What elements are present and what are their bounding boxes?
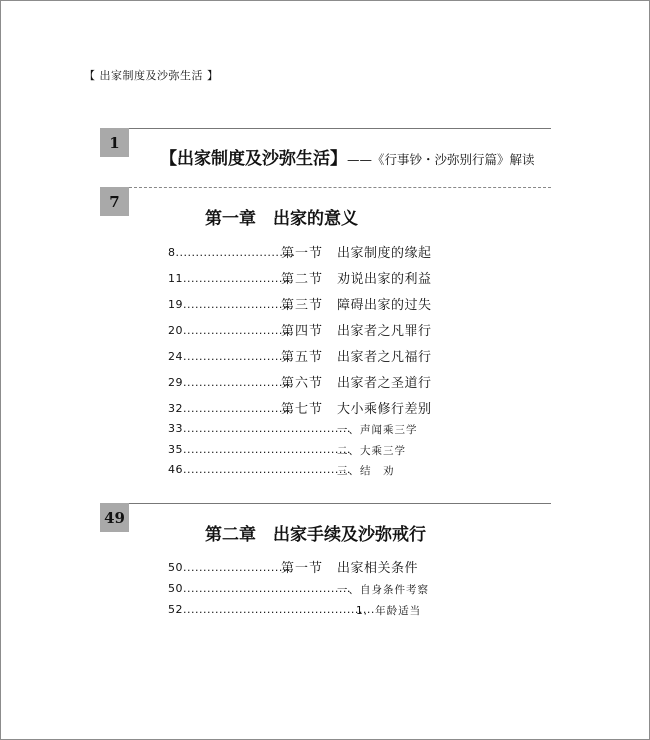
chapter1-title: 第一章 出家的意义 xyxy=(205,209,358,229)
toc-page-number: 52................................................ xyxy=(168,603,375,616)
toc-page-number: 24........................... xyxy=(168,350,291,363)
part-subtitle: ——《行事钞・沙弥别行篇》解读 xyxy=(347,152,535,167)
running-header: 【 出家制度及沙弥生活 】 xyxy=(84,69,219,82)
toc-subsection-title: 二、大乘三学 xyxy=(337,445,406,457)
toc-section-label: 第六节 xyxy=(281,376,324,391)
toc-section-title: 出家者之凡福行 xyxy=(337,350,432,365)
toc-subsection-title: 1．年龄适当 xyxy=(356,605,422,617)
chapter1-page-number: 7 xyxy=(100,187,129,216)
chapter2-page-number: 49 xyxy=(100,503,129,532)
toc-page-number: 19........................... xyxy=(168,298,291,311)
toc-section-label: 第四节 xyxy=(281,324,324,339)
chapter2-rule xyxy=(129,503,551,504)
toc-subsection-title: 一、自身条件考察 xyxy=(337,584,429,596)
part-rule xyxy=(129,128,551,129)
toc-section-title: 大小乘修行差别 xyxy=(337,402,432,417)
toc-page-number: 20........................... xyxy=(168,324,291,337)
toc-section-title: 出家者之圣道行 xyxy=(337,376,432,391)
toc-section-label: 第七节 xyxy=(281,402,324,417)
toc-subsection-title: 三、结 劝 xyxy=(337,465,395,477)
part-page-number: 1 xyxy=(100,128,129,157)
toc-page-number: 29........................... xyxy=(168,376,291,389)
toc-page-number: 33.......................................... xyxy=(168,422,351,435)
toc-section-title: 出家相关条件 xyxy=(337,561,419,576)
part-title-text: 【出家制度及沙弥生活】 xyxy=(160,149,347,169)
toc-subsection-title: 一、声闻乘三学 xyxy=(337,424,418,436)
chapter1-rule xyxy=(129,187,551,188)
toc-section-label: 第二节 xyxy=(281,272,324,287)
toc-page-number: 35.......................................... xyxy=(168,443,351,456)
toc-section-title: 障碍出家的过失 xyxy=(337,298,432,313)
toc-page-number: 11........................... xyxy=(168,272,291,285)
toc-section-label: 第五节 xyxy=(281,350,324,365)
toc-page-number: 50........................... xyxy=(168,561,291,574)
toc-section-label: 第一节 xyxy=(281,561,324,576)
toc-section-label: 第一节 xyxy=(281,246,324,261)
toc-page-number: 46.......................................... xyxy=(168,463,351,476)
chapter2-title: 第二章 出家手续及沙弥戒行 xyxy=(205,525,426,545)
toc-section-title: 出家制度的缘起 xyxy=(337,246,432,261)
toc-section-title: 出家者之凡罪行 xyxy=(337,324,432,339)
toc-section-label: 第三节 xyxy=(281,298,324,313)
toc-page-number: 50.......................................... xyxy=(168,582,351,595)
toc-page-number: 32........................... xyxy=(168,402,291,415)
toc-page-number: 8.............................. xyxy=(168,246,296,259)
part-title xyxy=(160,144,535,169)
toc-section-title: 劝说出家的利益 xyxy=(337,272,432,287)
